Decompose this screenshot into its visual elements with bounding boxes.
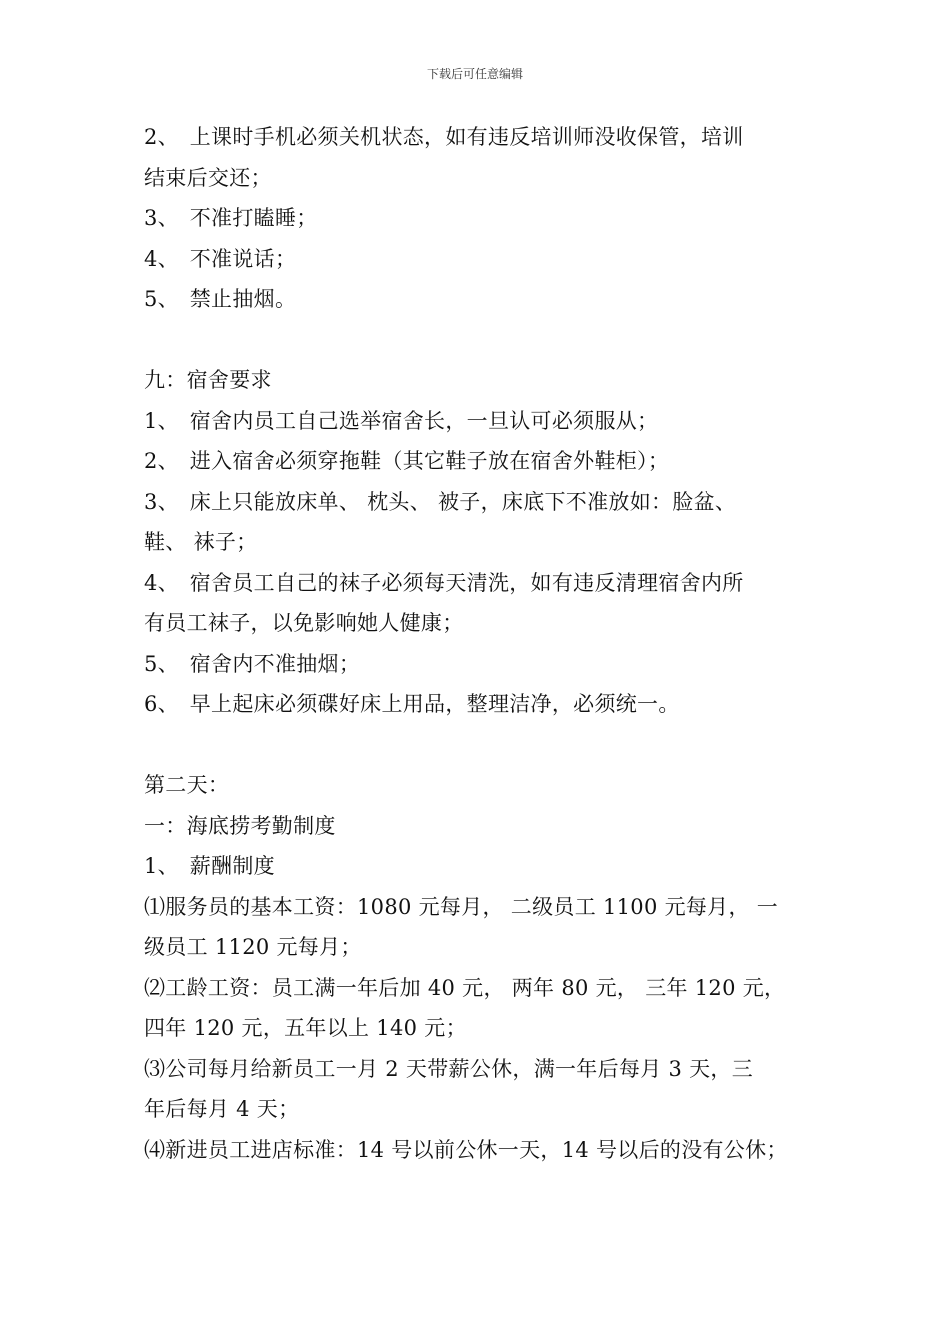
text-line: ⑷新进员工进店标准：14 号以前公休一天，14 号以后的没有公休； — [144, 1137, 788, 1162]
text-line: 有员工袜子，以免影响她人健康； — [144, 611, 464, 635]
text-line: 3、 床上只能放床单、 枕头、 被子，床底下不准放如：脸盆、 — [144, 489, 737, 514]
blank-line — [144, 725, 824, 766]
text-line: 年后每月 4 天； — [144, 1097, 300, 1121]
section-heading: 一：海底捞考勤制度 — [144, 813, 336, 838]
text-line: 1、 宿舍内员工自己选举宿舍长，一旦认可必须服从； — [144, 408, 659, 433]
text-line: 2、 上课时手机必须关机状态，如有违反培训师没收保管，培训 — [144, 125, 744, 149]
text-line: 2、 进入宿舍必须穿拖鞋（其它鞋子放在宿舍外鞋柜）； — [144, 449, 670, 473]
page-header: 下载后可任意编辑 — [426, 67, 523, 81]
document-body — [144, 117, 824, 1170]
text-line: ⑵工龄工资：员工满一年后加 40 元， 两年 80 元， 三年 120 元， — [144, 975, 786, 1000]
text-line: 结束后交还； — [144, 165, 272, 190]
blank-line — [144, 320, 824, 361]
text-line: 鞋、 袜子； — [144, 530, 258, 554]
text-line: 级员工 1120 元每月； — [144, 935, 362, 959]
text-line: 4、 宿舍员工自己的袜子必须每天清洗，如有违反清理宿舍内所 — [144, 570, 744, 595]
text-line: 4、 不准说话； — [144, 246, 297, 271]
text-line: 3、 不准打瞌睡； — [144, 206, 318, 230]
text-line: ⑶公司每月给新员工一月 2 天带薪公休，满一年后每月 3 天，三 — [144, 1056, 754, 1081]
text-line: 6、 早上起床必须碟好床上用品，整理洁净，必须统一。 — [144, 692, 680, 716]
text-line: ⑴服务员的基本工资：1080 元每月， 二级员工 1100 元每月， 一 — [144, 894, 779, 919]
section-heading: 第二天： — [144, 773, 230, 797]
section-heading: 九：宿舍要求 — [144, 368, 272, 392]
text-line: 四年 120 元，五年以上 140 元； — [144, 1016, 467, 1040]
text-line: 5、 宿舍内不准抽烟； — [144, 651, 361, 676]
text-line: 5、 禁止抽烟。 — [144, 287, 297, 311]
text-line: 1、 薪酬制度 — [144, 854, 275, 878]
